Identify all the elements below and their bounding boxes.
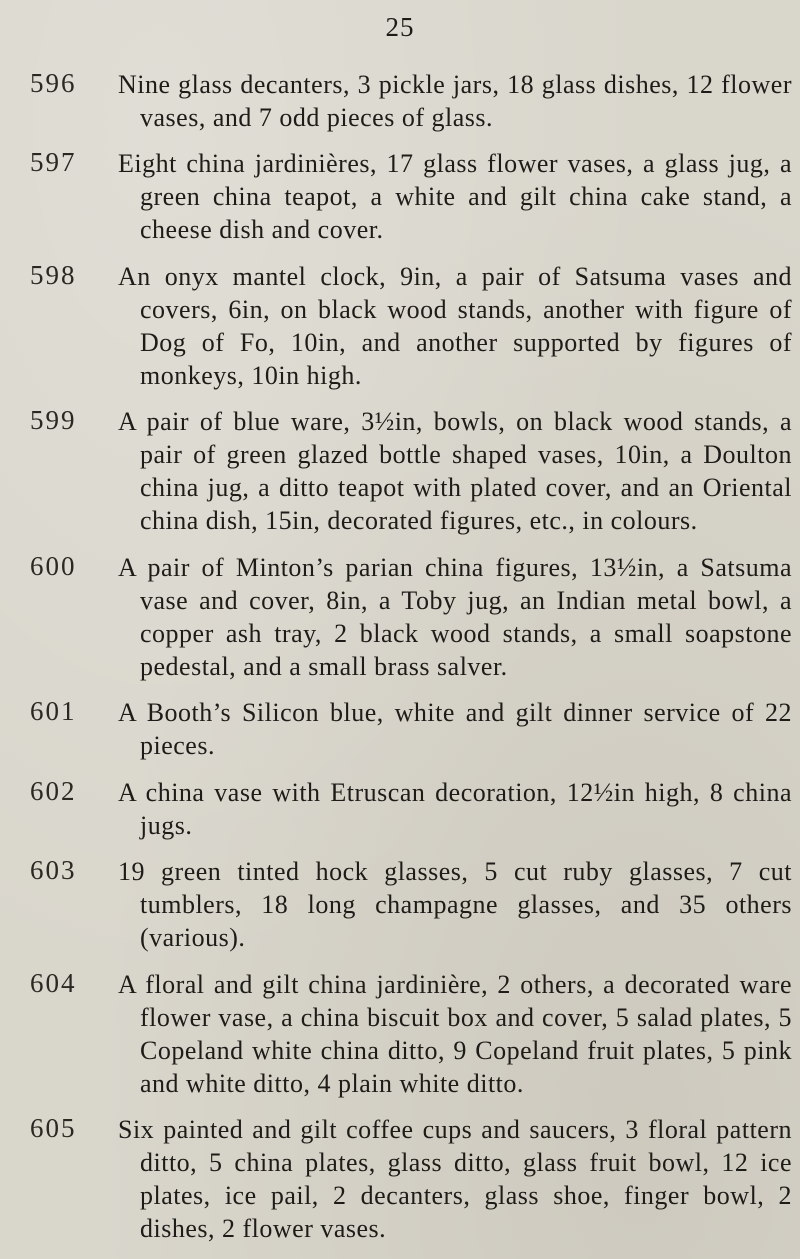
lot-number: 602 — [30, 776, 77, 806]
lot-number: 601 — [30, 696, 77, 726]
lot-number: 605 — [30, 1113, 77, 1143]
lot-number: 603 — [30, 855, 77, 885]
lot-number: 600 — [30, 551, 77, 581]
lot-number: 599 — [30, 405, 77, 435]
lot-description: A pair of Minton’s parian china figures, 13½in, a Satsuma vase and cover, 8in, a Toby jug, an Indian metal bowl, a copper ash tray, 2 black wood stands, a small soapstone pedestal, and a small brass salver. — [118, 553, 792, 681]
lot-number: 604 — [30, 968, 77, 998]
lot-description: 19 green tinted hock glasses, 5 cut ruby glasses, 7 cut tumblers, 18 long champagne glasses, and 35 others (various). — [118, 857, 792, 952]
lot-description: A china vase with Etruscan decoration, 12½in high, 8 china jugs. — [118, 778, 792, 840]
lot-number: 596 — [30, 68, 77, 98]
lot-description: A Booth’s Silicon blue, white and gilt dinner service of 22 pieces. — [118, 698, 792, 760]
page-number: 25 — [385, 12, 415, 42]
lot-description: A pair of blue ware, 3½in, bowls, on black wood stands, a pair of green glazed bottle shaped vases, 10in, a Doulton china jug, a ditto teapot with plated cover, and an Oriental china dish, 15in, decorated figures, etc., in colours. — [118, 407, 792, 535]
lot-description: An onyx mantel clock, 9in, a pair of Satsuma vases and covers, 6in, on black wood stands, another with figure of Dog of Fo, 10in, and another supported by figures of monkeys, 10in high. — [118, 262, 792, 390]
lot-number: 597 — [30, 147, 77, 177]
lot-description: Eight china jardinières, 17 glass flower vases, a glass jug, a green china teapot, a white and gilt china cake stand, a cheese dish and cover. — [118, 149, 792, 244]
lot-description: Six painted and gilt coffee cups and saucers, 3 floral pattern ditto, 5 china plates, glass ditto, glass fruit bowl, 12 ice plates, ice pail, 2 decanters, glass shoe, finger bowl, 2 dishes, 2 flower vases. — [118, 1115, 792, 1243]
lot-number: 598 — [30, 260, 77, 290]
lot-description: A floral and gilt china jardinière, 2 others, a decorated ware flower vase, a china biscuit box and cover, 5 salad plates, 5 Copeland white china ditto, 9 Copeland fruit plates, 5 pink and white ditto, 4 plain white ditto. — [118, 970, 792, 1098]
lot-description: Nine glass decanters, 3 pickle jars, 18 glass dishes, 12 flower vases, and 7 odd pieces of glass. — [118, 70, 792, 132]
